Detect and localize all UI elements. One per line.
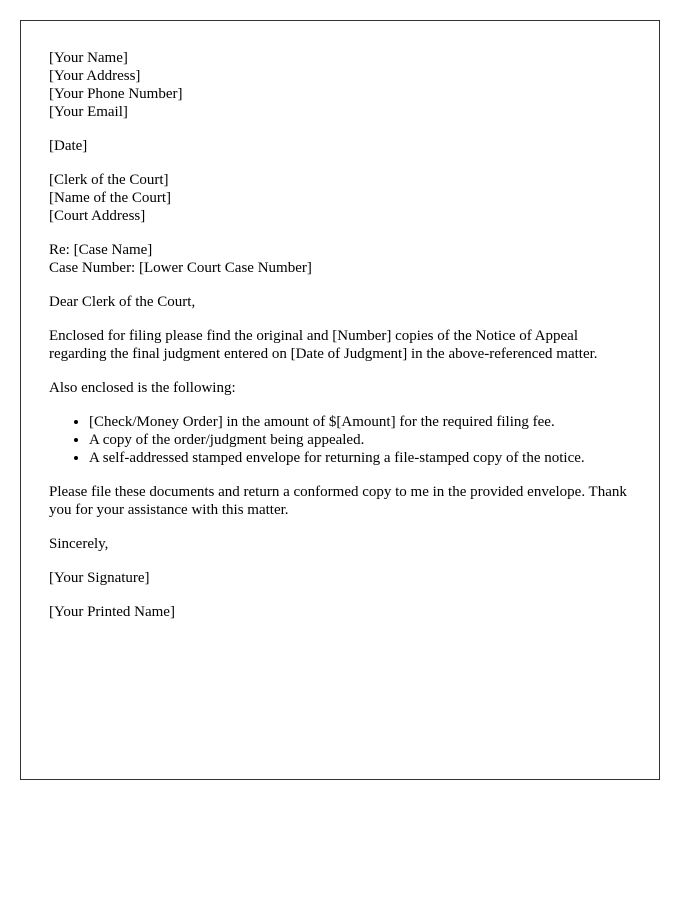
date-block [49, 137, 639, 155]
sender-phone: [Your Phone Number] [49, 86, 183, 102]
reference-case-number: Case Number: [Lower Court Case Number] [49, 260, 312, 276]
letter-date: [Date] [49, 138, 88, 154]
enclosure-item: • A copy of the order/judgment being appealed. [89, 431, 639, 449]
recipient-block [49, 171, 639, 225]
body-paragraph-1: Enclosed for filing please find the original and [Number] copies of the Notice of Appeal regarding the final judgment entered on [Date of Judgment] in the above-referenced matter. [49, 328, 598, 362]
enclosure-list [49, 413, 639, 467]
letter-content [49, 49, 639, 637]
letter-page [20, 20, 660, 780]
reference-re: Re: [Case Name] [49, 242, 153, 258]
sender-address: [Your Address] [49, 68, 141, 84]
reference-block [49, 241, 639, 277]
body-paragraph-3: Please file these documents and return a conformed copy to me in the provided envelope. Thank you for your assistance with this matter. [49, 484, 627, 518]
closing: Sincerely, [49, 536, 109, 552]
body-paragraph-2: Also enclosed is the following: [49, 380, 236, 396]
signature-line: [Your Signature] [49, 570, 150, 586]
sender-name: [Your Name] [49, 50, 128, 66]
enclosure-item: • [Check/Money Order] in the amount of $[Amount] for the required filing fee. [89, 413, 639, 431]
recipient-court-name: [Name of the Court] [49, 190, 172, 206]
recipient-court-address: [Court Address] [49, 208, 146, 224]
sender-block [49, 49, 639, 121]
salutation: Dear Clerk of the Court, [49, 294, 196, 310]
recipient-clerk: [Clerk of the Court] [49, 172, 169, 188]
sender-email: [Your Email] [49, 104, 128, 120]
enclosure-item: • A self-addressed stamped envelope for returning a file-stamped copy of the notice. [89, 449, 639, 467]
printed-name: [Your Printed Name] [49, 604, 175, 620]
